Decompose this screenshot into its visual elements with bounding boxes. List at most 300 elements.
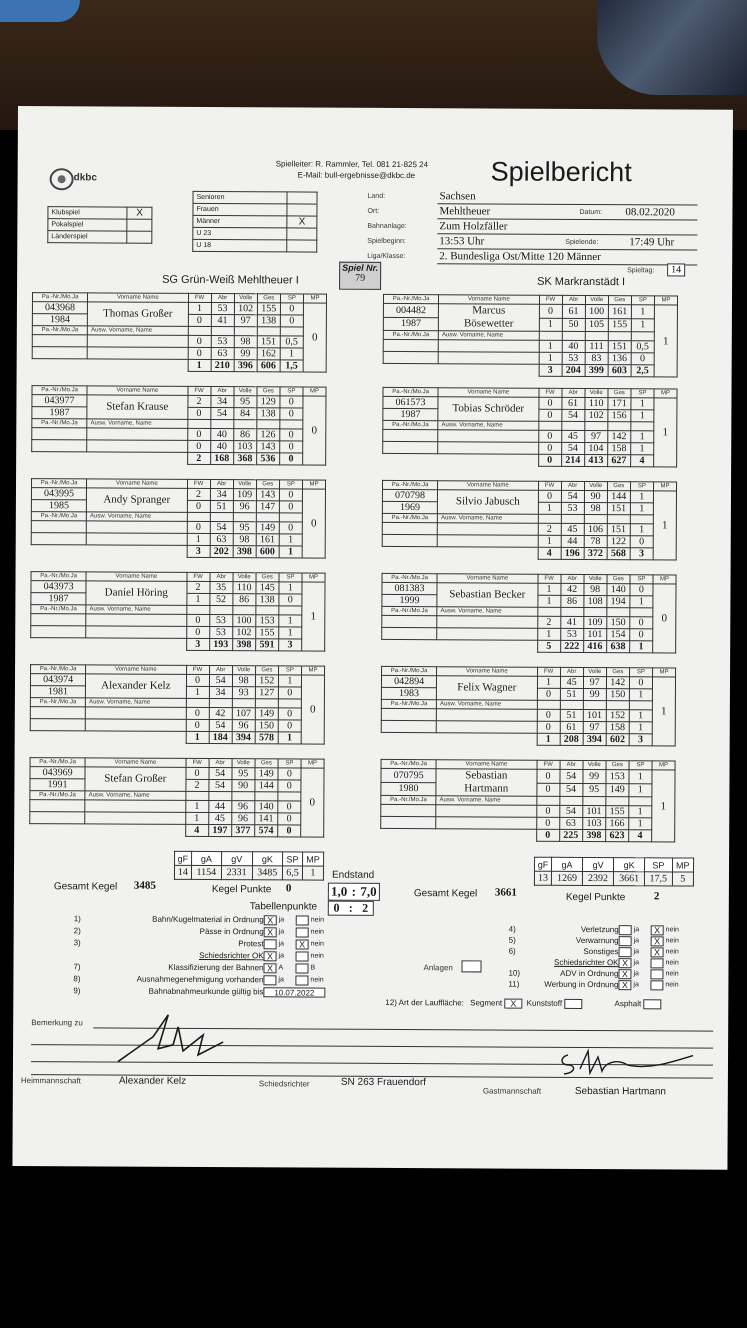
blank-cell (630, 608, 653, 617)
blank-cell (255, 699, 278, 708)
fw-header: FW (186, 758, 209, 767)
score-cell: 63 (211, 348, 234, 360)
player-name: Stefan Großer (104, 772, 167, 785)
total-row (382, 546, 676, 560)
name-header: Vorname Name (86, 665, 186, 675)
score-cell: 144 (607, 491, 630, 503)
ausw-name-cell (87, 347, 187, 360)
abr-header: Abr (211, 294, 234, 303)
score-cell: 0 (278, 813, 301, 825)
score-cell: 108 (584, 595, 607, 607)
category-label: U 18 (193, 239, 287, 251)
tabellenpunkte-box: 0 : 2 (328, 901, 374, 916)
beginn-label: Spielbeginn: (367, 237, 406, 246)
score-cell: 138 (257, 315, 280, 327)
empty-cell (438, 454, 538, 467)
total-cell: 202 (210, 546, 233, 558)
category-row (193, 239, 317, 252)
empty-cell (381, 732, 436, 744)
sum-header: gK (252, 852, 283, 866)
category-row (193, 191, 317, 204)
game-type-row (48, 231, 152, 244)
check-box-b (296, 951, 309, 961)
score-cell: 50 (562, 318, 585, 332)
score-cell: 96 (231, 801, 254, 813)
score-cell: 63 (210, 534, 233, 546)
game-type-mark (127, 231, 152, 243)
check-box-b: X (296, 939, 309, 949)
total-cell: 197 (208, 825, 231, 837)
player-table (30, 664, 325, 745)
player-mp: 0 (303, 303, 326, 372)
sum-value: 1 (302, 866, 323, 880)
score-cell: 1 (279, 534, 302, 546)
total-cell: 168 (210, 453, 233, 465)
score-cell: 138 (257, 408, 280, 420)
ausw-pass-cell (383, 351, 438, 363)
player-mp: 1 (302, 582, 325, 651)
game-type-row (48, 207, 152, 220)
score-cell: 0 (630, 629, 653, 641)
pass-number: 061573 (383, 396, 438, 408)
ausw-name-cell (438, 352, 538, 365)
ausw-pass-cell (383, 441, 438, 453)
score-cell: 2 (185, 779, 208, 791)
score-cell: 0 (279, 522, 302, 534)
game-type-mark: X (127, 207, 152, 219)
score-cell: 1 (629, 783, 652, 797)
leader-line: Spielleiter: R. Rammler, Tel. 081 21-825 24 (275, 159, 429, 170)
pass-header: Pa.-Nr./Mo.Ja (31, 572, 86, 581)
score-cell: 61 (560, 721, 583, 733)
check-option-a: ja (633, 937, 640, 945)
blank-cell (279, 606, 302, 615)
total-cell: 225 (559, 829, 582, 841)
score-cell: 1 (538, 535, 561, 547)
score-cell: 84 (234, 408, 257, 420)
total-cell: 3 (186, 638, 209, 650)
schiri-label: Schiedsrichter (258, 1079, 310, 1089)
score-cell: 1 (631, 431, 654, 443)
player-table (382, 480, 677, 561)
empty-cell (32, 452, 87, 464)
empty-cell (85, 731, 185, 744)
score-cell: 0 (536, 769, 559, 783)
ausw-header: Ausw. Vorname, Name (87, 326, 187, 336)
ausw-name-cell (437, 628, 537, 641)
blank-cell (537, 607, 560, 616)
score-cell: 0 (278, 801, 301, 813)
player-mp: 0 (301, 768, 324, 837)
player-table (32, 292, 327, 373)
ort-value: Mehltheuer (439, 205, 491, 218)
score-cell: 0 (280, 396, 303, 408)
score-cell: 1 (537, 628, 560, 640)
sum-value: 2392 (582, 871, 613, 885)
empty-cell (383, 363, 438, 375)
player-table (31, 478, 326, 559)
score-cell: 97 (583, 721, 606, 733)
check-box-b: X (651, 936, 664, 946)
total-cell: 606 (257, 360, 280, 372)
player-mp: 1 (654, 398, 677, 467)
sum-header: SP (283, 852, 303, 866)
player-name: Alexander Kelz (101, 679, 171, 692)
score-cell: 1 (631, 443, 654, 455)
info-block (367, 190, 697, 274)
away-kegel-punkte: 2 (653, 890, 660, 903)
total-cell: 204 (562, 364, 585, 376)
blank-cell (232, 792, 255, 801)
home-kegel-punkte: 0 (285, 882, 292, 895)
check-label: Bahn/Kugelmaterial in Ordnung (152, 914, 264, 925)
volle-header: Volle (232, 666, 255, 675)
score-cell: 1 (188, 302, 211, 314)
check-option-a: ja (278, 916, 285, 924)
ausw-name-cell (438, 430, 538, 443)
mp-header: MP (652, 761, 675, 770)
check-number: 8) (73, 974, 81, 984)
blank-cell (631, 422, 654, 431)
blank-cell (606, 701, 629, 710)
score-cell: 0 (538, 442, 561, 454)
check-label: Bahnabnahmeurkunde gültig bis (148, 986, 264, 997)
total-row (32, 359, 326, 373)
sum-value-row (534, 871, 693, 886)
empty-cell (436, 829, 536, 842)
total-cell: 372 (584, 547, 607, 559)
blank-cell (584, 607, 607, 616)
score-cell: 0 (279, 489, 302, 501)
score-cell: 0 (185, 767, 208, 779)
pass-header-2: Pa.-Nr./Mo.Ja (30, 791, 85, 800)
ausw-pass-cell (30, 812, 85, 824)
check-date: 10.07.2022 (263, 987, 325, 997)
category-mark (287, 204, 317, 216)
name-header: Vorname Name (87, 386, 187, 396)
total-cell: 2 (187, 452, 210, 464)
name-header: Vorname Name (88, 293, 188, 303)
game-type-label: Klubspiel (48, 207, 127, 219)
bahn-value: Zum Holzfäller (439, 220, 508, 233)
check-option-b: nein (665, 937, 679, 945)
volle-header: Volle (585, 295, 608, 304)
sum-header: gV (583, 857, 614, 871)
volle-header: Volle (584, 481, 607, 490)
sum-header: gF (175, 851, 192, 865)
check-option-a: ja (633, 959, 639, 967)
ausw-name-cell (438, 442, 538, 455)
ausw-name-cell (436, 709, 536, 722)
score-cell: 45 (561, 523, 584, 535)
pass-header-2: Pa.-Nr./Mo.Ja (382, 606, 437, 615)
player-table (382, 387, 677, 468)
score-cell: 0 (278, 768, 301, 780)
check-option-a: A (278, 964, 284, 972)
total-cell: 4 (628, 830, 651, 842)
score-cell: 54 (559, 783, 582, 797)
score-cell: 103 (233, 441, 256, 453)
player-name-cell (436, 769, 536, 797)
score-cell: 98 (584, 583, 607, 595)
score-cell: 109 (583, 616, 606, 628)
volle-header: Volle (583, 667, 606, 676)
empty-cell (32, 359, 87, 371)
score-cell: 0 (631, 353, 654, 365)
score-cell: 109 (233, 489, 256, 501)
abr-header: Abr (560, 667, 583, 676)
score-cell: 1 (630, 524, 653, 536)
score-cell: 104 (584, 442, 607, 454)
empty-cell (87, 359, 187, 372)
score-cell: 144 (255, 780, 278, 792)
score-cell: 99 (234, 348, 257, 360)
score-sheet (12, 106, 733, 1170)
sum-header: gK (614, 858, 645, 872)
player-name-cell (87, 395, 187, 420)
score-cell: 61 (562, 397, 585, 409)
pass-header-2: Pa.-Nr./Mo.Ja (382, 513, 437, 522)
pass-header-2: Pa.-Nr./Mo.Ja (32, 419, 87, 428)
score-cell: 0 (539, 304, 562, 318)
category-row (193, 203, 317, 216)
total-cell: 368 (233, 453, 256, 465)
score-cell: 156 (608, 410, 631, 422)
home-signature (113, 1007, 233, 1068)
player-name-cell (85, 767, 185, 792)
total-cell: 399 (585, 364, 608, 376)
total-cell: 5 (537, 640, 560, 652)
score-cell: 2 (186, 581, 209, 593)
score-cell: 53 (560, 628, 583, 640)
ausw-name-cell (85, 707, 185, 720)
player-mp: 0 (303, 396, 326, 465)
blank-cell (539, 331, 562, 340)
blank-cell (583, 700, 606, 709)
blank-cell (255, 792, 278, 801)
blank-cell (538, 514, 561, 523)
checks-left (73, 914, 363, 1000)
fw-header: FW (538, 481, 561, 490)
score-cell: 1 (630, 596, 653, 608)
pass-number: 043977 (32, 395, 87, 407)
score-cell: 0 (278, 687, 301, 699)
score-cell: 0 (187, 428, 210, 440)
ges-header: Ges (256, 480, 279, 489)
away-sum-table (534, 857, 694, 887)
player-name: Stefan Krause (106, 400, 169, 413)
ausw-name-cell (436, 721, 536, 734)
blank-cell (560, 607, 583, 616)
name-header: Vorname Name (437, 574, 537, 584)
score-cell: 150 (606, 689, 629, 701)
sum-value: 1154 (191, 865, 221, 879)
ausw-name-cell (86, 533, 186, 546)
score-cell: 166 (605, 818, 628, 830)
total-cell: 1 (186, 731, 209, 743)
check-number: 11) (508, 979, 520, 989)
score-cell: 53 (211, 303, 234, 315)
mp-header: MP (653, 482, 676, 491)
check-number: 7) (73, 962, 81, 972)
blank-cell (209, 699, 232, 708)
score-cell: 152 (255, 675, 278, 687)
score-cell: 110 (585, 397, 608, 409)
sum-header: gV (221, 852, 252, 866)
total-cell: 4 (185, 824, 208, 836)
away-gesamt-label: Gesamt Kegel (413, 888, 478, 900)
ges-header: Ges (255, 666, 278, 675)
blank-cell (537, 700, 560, 709)
score-cell: 44 (208, 801, 231, 813)
ges-header: Ges (607, 575, 630, 584)
fw-header: FW (538, 388, 561, 397)
volle-header: Volle (583, 760, 606, 769)
score-cell: 102 (585, 409, 608, 421)
category-mark (287, 228, 317, 240)
abr-header: Abr (561, 481, 584, 490)
check-option-a: ja (278, 976, 284, 984)
check-option-b: nein (310, 976, 324, 984)
sum-value: 2331 (221, 866, 252, 880)
score-cell: 53 (562, 352, 585, 364)
check-option-a: ja (278, 952, 285, 960)
player-name-cell (437, 583, 537, 608)
player-name-cell (438, 490, 538, 515)
score-cell: 1 (537, 583, 560, 595)
score-cell: 1 (631, 318, 654, 332)
check-box-b (296, 927, 309, 937)
birth-year: 1985 (31, 500, 86, 512)
ausw-name-cell (85, 800, 185, 813)
sp-header: SP (278, 759, 301, 768)
score-cell: 0 (537, 721, 560, 733)
game-type-box (47, 206, 152, 244)
fw-header: FW (187, 479, 210, 488)
score-cell: 2 (187, 488, 210, 500)
birth-year: 1981 (30, 686, 85, 698)
spielnr-value: 79 (355, 272, 366, 284)
away-team-name: SK Markranstädt I (537, 275, 626, 289)
blank-cell (186, 605, 209, 614)
check-label: Klassifizierung der Bahnen (168, 962, 264, 973)
player-name: Sebastian (465, 769, 508, 782)
spieltag-value: 14 (667, 263, 685, 276)
check-option-a: ja (633, 926, 640, 934)
total-row (31, 638, 325, 652)
score-cell: 86 (233, 594, 256, 606)
sum-header: gA (552, 857, 583, 871)
check-option-b: nein (665, 981, 679, 989)
blank-cell (630, 515, 653, 524)
score-cell: 105 (585, 318, 608, 332)
logo-text: dkbc (73, 172, 97, 184)
total-cell: 1 (278, 732, 301, 744)
score-cell: 0 (279, 594, 302, 606)
check-box-a: X (618, 980, 631, 990)
score-cell: 34 (211, 396, 234, 408)
ausw-pass-cell (32, 440, 87, 452)
ausw-header: Ausw. Vorname, Name (436, 796, 536, 806)
total-cell: 3 (539, 364, 562, 376)
blank-cell (560, 700, 583, 709)
blank-cell (185, 791, 208, 800)
email-line: E-Mail: bull-ergebnisse@dkbc.de (297, 170, 416, 181)
total-cell: 1 (188, 359, 211, 371)
score-cell: 0 (280, 441, 303, 453)
score-cell: 86 (233, 429, 256, 441)
player-name-cell (439, 304, 539, 332)
score-cell: 97 (234, 315, 257, 327)
tabellenpunkte-label: Tabellenpunkte (249, 901, 318, 913)
score-cell: 150 (607, 617, 630, 629)
ort-label: Ort: (367, 207, 380, 215)
score-cell: 1 (185, 812, 208, 824)
check-label: Verletzung (580, 924, 619, 935)
ausw-pass-cell (383, 429, 438, 441)
score-cell: 1 (629, 710, 652, 722)
player-table (381, 573, 676, 654)
abr-header: Abr (562, 295, 585, 304)
name-header: Vorname Name (86, 572, 186, 582)
player-mp: 1 (653, 491, 676, 560)
score-cell: 0 (537, 709, 560, 721)
blue-bag (0, 0, 80, 22)
score-cell: 1 (279, 627, 302, 639)
segment-label: Segment (470, 998, 503, 1008)
sp-header: SP (629, 668, 652, 677)
score-cell: 42 (561, 583, 584, 595)
player-name: Andy Spranger (103, 493, 171, 506)
score-cell: 158 (607, 443, 630, 455)
abr-header: Abr (561, 574, 584, 583)
anlagen-label: Anlagen (423, 963, 453, 973)
blank-cell (631, 332, 654, 341)
check-label: Schiedsrichter OK (199, 950, 264, 961)
ges-header: Ges (606, 668, 629, 677)
score-cell: 0 (280, 303, 303, 315)
total-cell: 602 (606, 734, 629, 746)
check-label: Ausnahmegenehmigung vorhanden (136, 974, 264, 985)
ausw-header: Ausw. Vorname, Name (437, 607, 537, 617)
score-cell: 161 (608, 305, 631, 319)
check-number: 2) (73, 926, 81, 936)
name-header: Vorname Name (439, 295, 539, 305)
mp-header: MP (301, 759, 324, 768)
asphalt-label: Asphalt (614, 999, 642, 1009)
score-cell: 53 (209, 615, 232, 627)
ausw-pass-cell (383, 339, 438, 351)
pass-number: 043995 (31, 488, 86, 500)
player-name-cell (88, 302, 188, 327)
score-cell: 154 (606, 629, 629, 641)
birth-year: 1984 (32, 314, 87, 326)
ausw-name-cell (86, 521, 186, 534)
home-sum-table (174, 851, 324, 881)
total-row (30, 824, 324, 838)
game-type-table (47, 206, 152, 244)
blank-cell (278, 699, 301, 708)
fw-header: FW (538, 574, 561, 583)
score-cell: 0 (630, 617, 653, 629)
score-cell: 0 (279, 501, 302, 513)
total-cell: 1 (537, 733, 560, 745)
score-cell: 0 (536, 783, 559, 797)
check-box-a: X (618, 958, 631, 968)
score-cell: 0 (278, 720, 301, 732)
player-mp: 1 (654, 305, 677, 377)
land-value: Sachsen (439, 190, 476, 203)
